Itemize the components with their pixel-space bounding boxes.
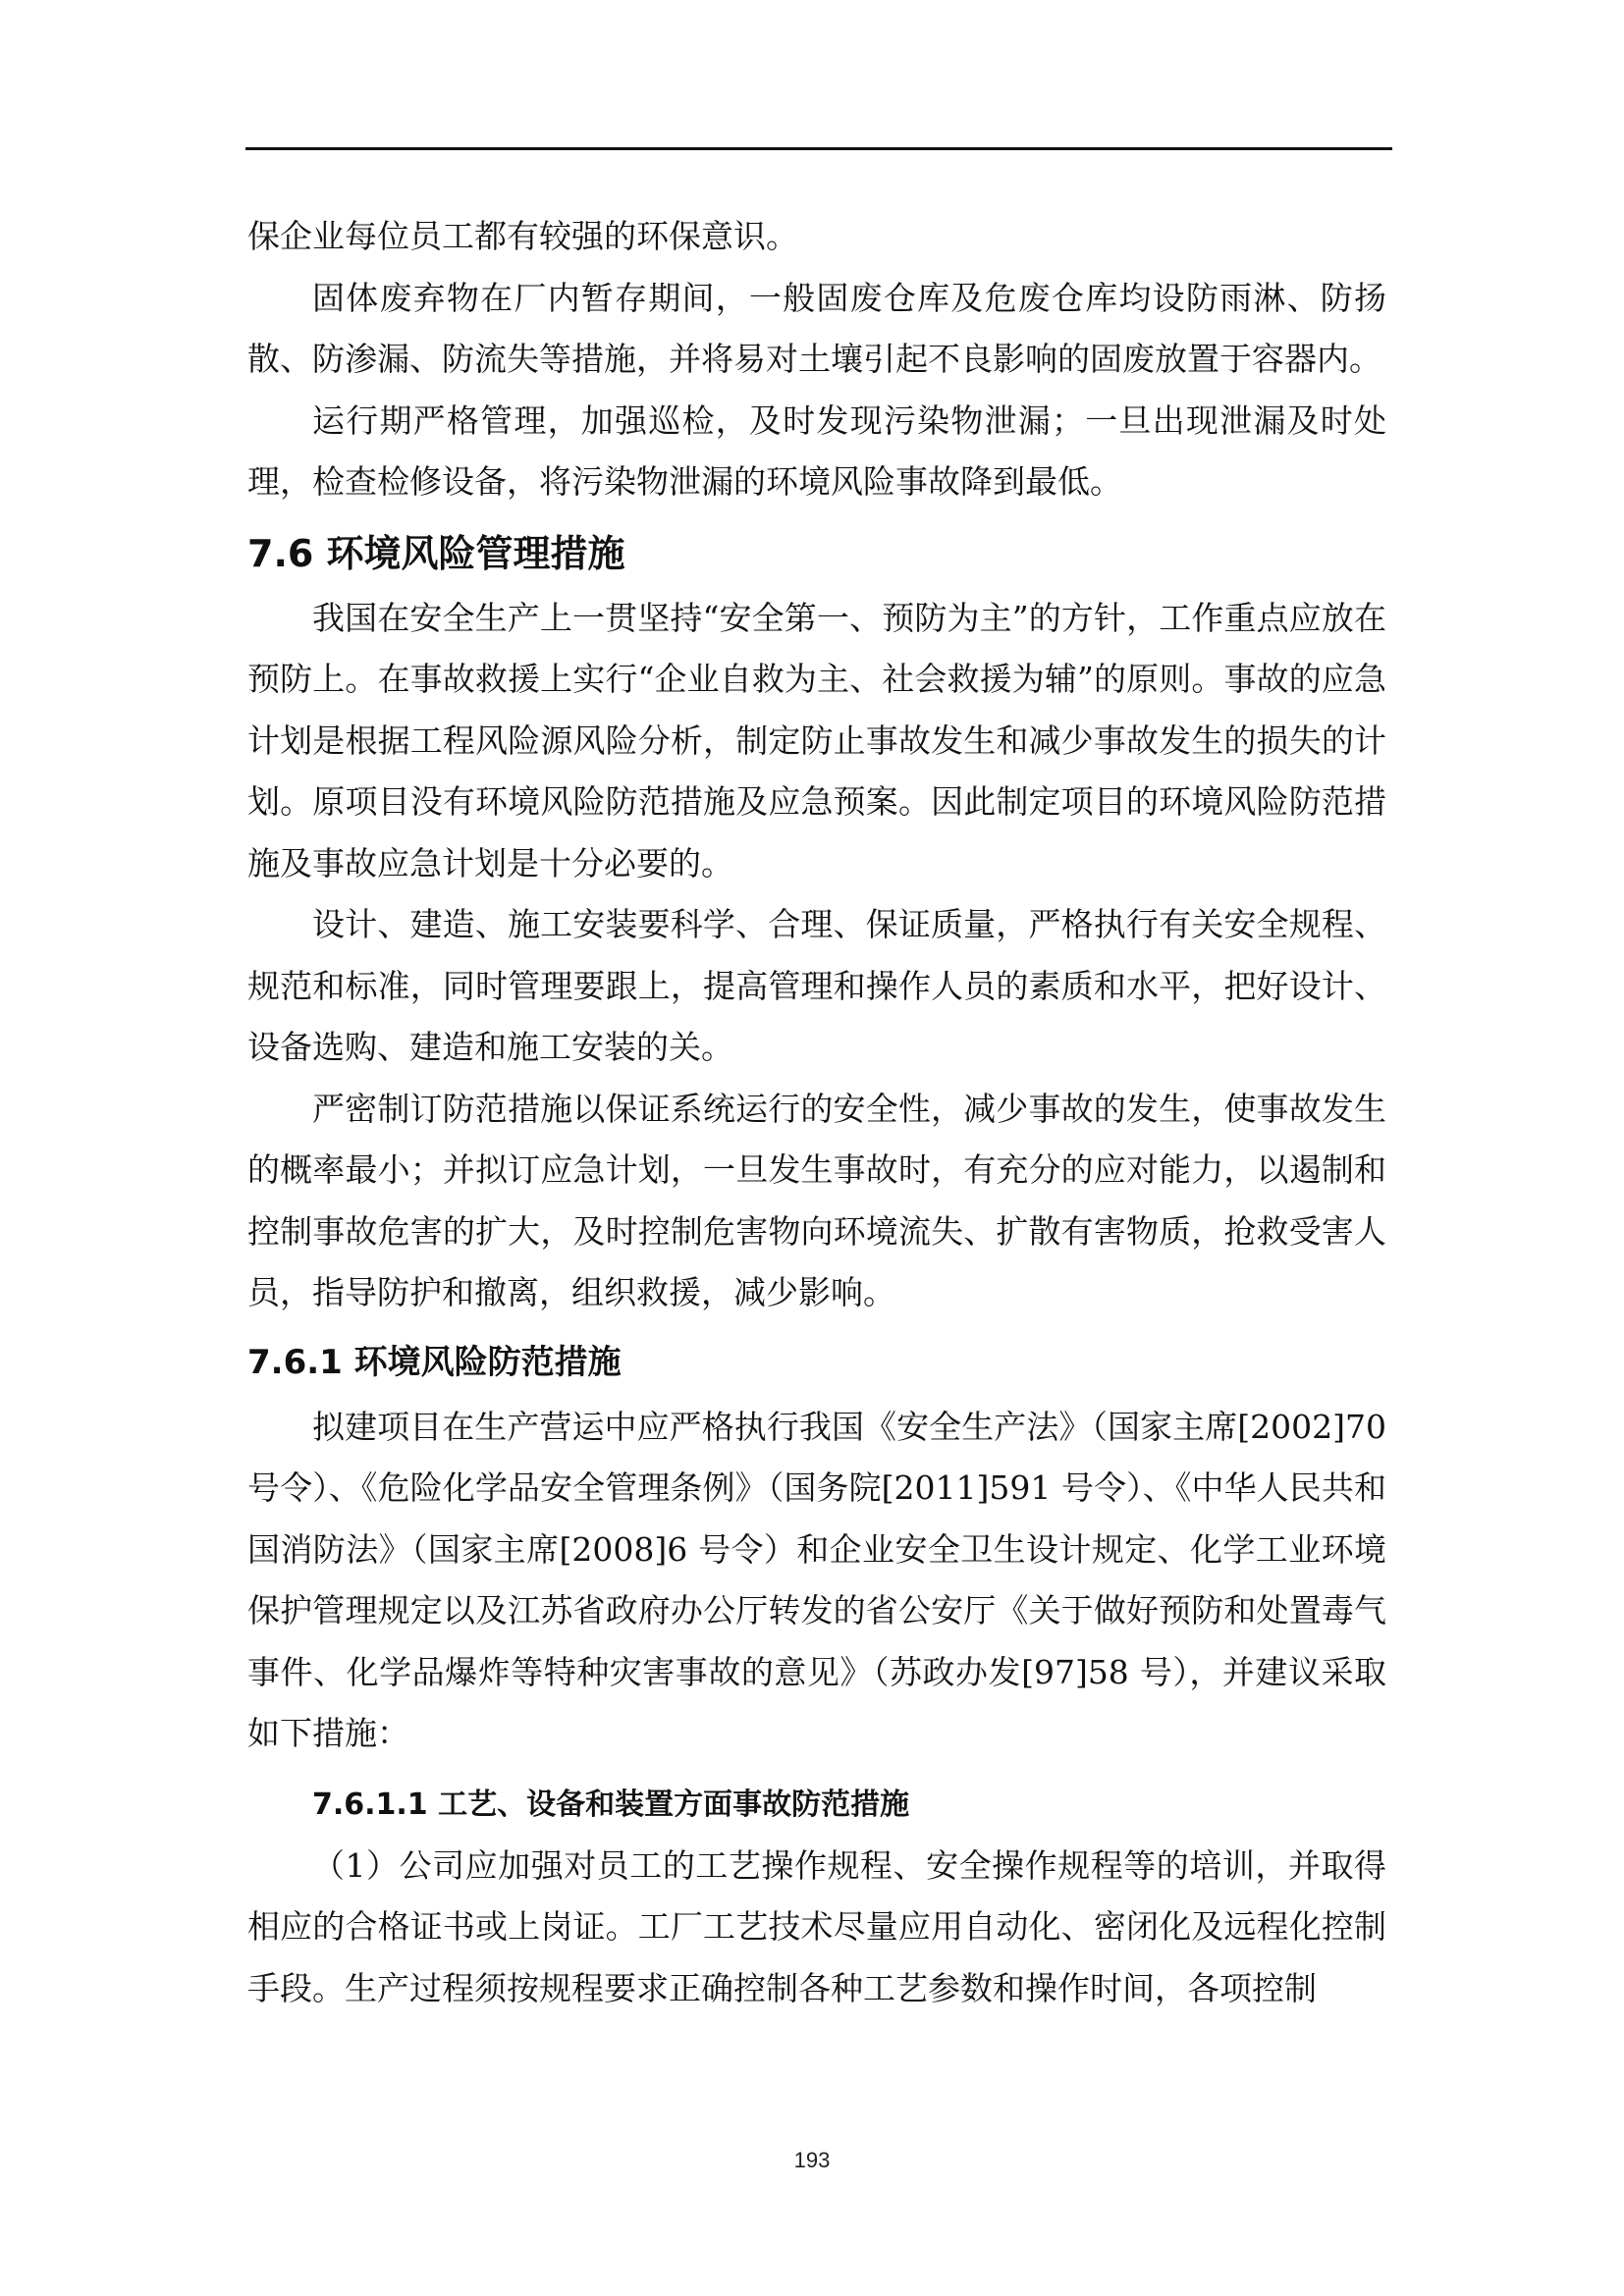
section-7-6-1-paragraph: 拟建项目在生产营运中应严格执行我国《安全生产法》（国家主席[2002]70号令）、《危险化学品安全管理条例》（国务院[2011]591 号令）、《中华人民共和国消防法》（国家主席[2008]6 号令）和企业安全卫生设计规定、化学工业环境保护管理规定以及江苏省政府办公厅转发的省公安厅《关于做好预防和处置毒气事件、化学品爆炸等特种灾害事故的意见》（苏政办发[97]58 号），并建议采取如下措施： bbox=[247, 1407, 1386, 1752]
header-rule bbox=[245, 147, 1392, 150]
section-heading-7-6-1-1: 7.6.1.1 工艺、设备和装置方面事故防范措施 bbox=[312, 1787, 910, 1822]
section-7-6-paragraph-1: 我国在安全生产上一贯坚持“安全第一、预防为主”的方针，工作重点应放在预防上。在事故救援上实行“企业自救为主、社会救援为辅”的原则。事故的应急计划是根据工程风险源风险分析，制定防止事故发生和减少事故发生的损失的计划。原项目没有环境风险防范措施及应急预案。因此制定项目的环境风险防范措施及事故应急计划是十分必要的。 bbox=[247, 598, 1386, 882]
section-7-6-paragraph-2: 设计、建造、施工安装要科学、合理、保证质量，严格执行有关安全规程、规范和标准，同时管理要跟上，提高管理和操作人员的素质和水平，把好设计、设备选购、建造和施工安装的关。 bbox=[247, 905, 1386, 1066]
section-7-6-1-1-paragraph: （1）公司应加强对员工的工艺操作规程、安全操作规程等的培训，并取得相应的合格证书或上岗证。工厂工艺技术尽量应用自动化、密闭化及远程化控制手段。生产过程须按规程要求正确控制各种工艺参数和操作时间，各项控制 bbox=[247, 1845, 1386, 2007]
document-body bbox=[247, 206, 1386, 2019]
paragraph-2: 运行期严格管理，加强巡检，及时发现污染物泄漏；一旦出现泄漏及时处理，检查检修设备，将污染物泄漏的环境风险事故降到最低。 bbox=[247, 400, 1386, 501]
paragraph-0: 保企业每位员工都有较强的环保意识。 bbox=[247, 217, 798, 255]
section-7-6-paragraph-3: 严密制订防范措施以保证系统运行的安全性，减少事故的发生，使事故发生的概率最小；并拟订应急计划，一旦发生事故时，有充分的应对能力，以遏制和控制事故危害的扩大，及时控制危害物向环境流失、扩散有害物质，抢救受害人员，指导防护和撤离，组织救援，减少影响。 bbox=[247, 1089, 1386, 1311]
section-heading-7-6-1: 7.6.1 环境风险防范措施 bbox=[247, 1342, 622, 1382]
page-number: 193 bbox=[793, 2148, 831, 2172]
paragraph-1: 固体废弃物在厂内暂存期间，一般固废仓库及危废仓库均设防雨淋、防扬散、防渗漏、防流失等措施，并将易对土壤引起不良影响的固废放置于容器内。 bbox=[247, 278, 1386, 378]
section-heading-7-6: 7.6 环境风险管理措施 bbox=[247, 531, 625, 575]
